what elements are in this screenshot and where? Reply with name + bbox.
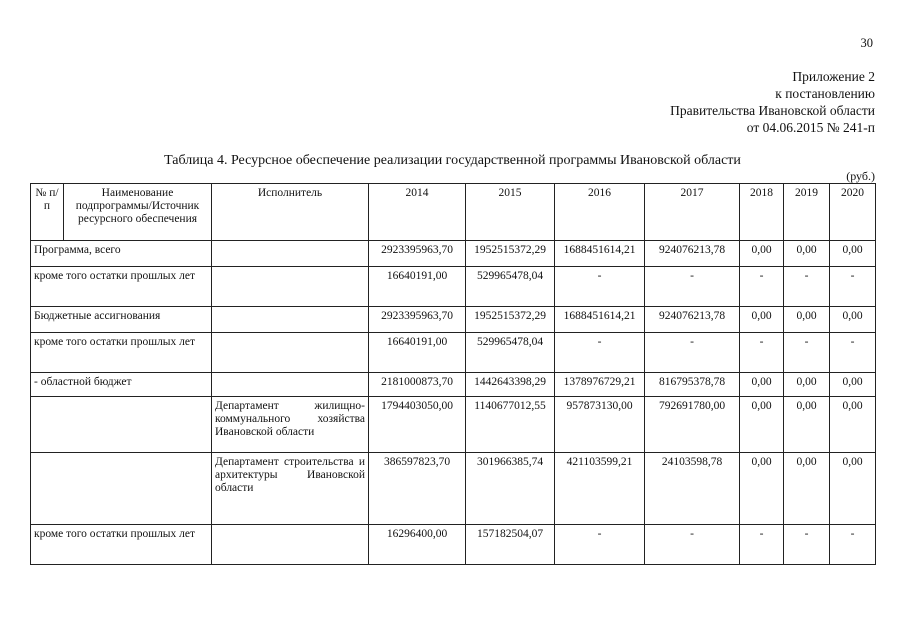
row-executor <box>212 333 369 373</box>
table-row <box>31 525 876 565</box>
appendix-block <box>670 68 875 136</box>
table-row <box>31 267 876 307</box>
row-executor <box>212 373 369 397</box>
table-row <box>31 397 876 453</box>
row-name: Программа, всего <box>31 241 212 267</box>
cell-value: 1140677012,55 <box>466 397 555 453</box>
appendix-line: от 04.06.2015 № 241-п <box>746 120 875 135</box>
cell-value: 0,00 <box>830 307 876 333</box>
row-executor <box>212 241 369 267</box>
page-number: 30 <box>860 36 873 50</box>
cell-value: 16640191,00 <box>369 267 466 307</box>
row-executor <box>212 267 369 307</box>
cell-value: - <box>740 525 784 565</box>
header-year: 2014 <box>369 184 466 241</box>
table-title: Таблица 4. Ресурсное обеспечение реализации государственной программы Ивановской области <box>164 153 741 168</box>
cell-value: 0,00 <box>740 307 784 333</box>
cell-value: 1688451614,21 <box>555 241 645 267</box>
cell-value: - <box>555 525 645 565</box>
cell-value: 1378976729,21 <box>555 373 645 397</box>
table-row <box>31 373 876 397</box>
header-year: 2017 <box>645 184 740 241</box>
cell-value: - <box>645 267 740 307</box>
appendix-line: к постановлению <box>775 86 875 101</box>
row-name <box>31 397 212 453</box>
currency-note: (руб.) <box>846 169 875 183</box>
cell-value: 0,00 <box>740 373 784 397</box>
cell-value: 924076213,78 <box>645 307 740 333</box>
table-row <box>31 307 876 333</box>
header-year: 2020 <box>830 184 876 241</box>
cell-value: 2923395963,70 <box>369 307 466 333</box>
cell-value: - <box>830 525 876 565</box>
cell-value: 157182504,07 <box>466 525 555 565</box>
cell-value: 957873130,00 <box>555 397 645 453</box>
row-executor <box>212 307 369 333</box>
header-year: 2015 <box>466 184 555 241</box>
cell-value: 16296400,00 <box>369 525 466 565</box>
cell-value: 301966385,74 <box>466 453 555 525</box>
table-row <box>31 453 876 525</box>
header-year: 2016 <box>555 184 645 241</box>
cell-value: 0,00 <box>830 241 876 267</box>
cell-value: 1952515372,29 <box>466 307 555 333</box>
cell-value: 421103599,21 <box>555 453 645 525</box>
cell-value: - <box>784 333 830 373</box>
row-executor: Департамент строительства и архитектуры Ивановской области <box>212 453 369 525</box>
cell-value: 0,00 <box>784 397 830 453</box>
row-name: кроме того остатки прошлых лет <box>31 267 212 307</box>
cell-value: - <box>830 333 876 373</box>
cell-value: 1794403050,00 <box>369 397 466 453</box>
cell-value: 24103598,78 <box>645 453 740 525</box>
cell-value: - <box>740 333 784 373</box>
header-executor: Исполнитель <box>212 184 369 241</box>
cell-value: 792691780,00 <box>645 397 740 453</box>
cell-value: 1442643398,29 <box>466 373 555 397</box>
cell-value: 0,00 <box>740 241 784 267</box>
header-year: 2019 <box>784 184 830 241</box>
row-executor <box>212 525 369 565</box>
row-name <box>31 453 212 525</box>
cell-value: 0,00 <box>830 397 876 453</box>
row-name: кроме того остатки прошлых лет <box>31 525 212 565</box>
appendix-line: Приложение 2 <box>792 69 875 84</box>
cell-value: - <box>645 333 740 373</box>
cell-value: - <box>555 333 645 373</box>
cell-value: 16640191,00 <box>369 333 466 373</box>
resource-table <box>30 183 876 565</box>
cell-value: - <box>555 267 645 307</box>
cell-value: 0,00 <box>784 307 830 333</box>
cell-value: - <box>830 267 876 307</box>
cell-value: 0,00 <box>784 241 830 267</box>
cell-value: 1952515372,29 <box>466 241 555 267</box>
cell-value: 0,00 <box>830 373 876 397</box>
cell-value: 1688451614,21 <box>555 307 645 333</box>
row-executor: Департамент жилищно-коммунального хозяйства Ивановской области <box>212 397 369 453</box>
row-name: Бюджетные ассигнования <box>31 307 212 333</box>
cell-value: 0,00 <box>740 397 784 453</box>
cell-value: - <box>784 267 830 307</box>
cell-value: 529965478,04 <box>466 333 555 373</box>
cell-value: 816795378,78 <box>645 373 740 397</box>
row-name: - областной бюджет <box>31 373 212 397</box>
cell-value: 529965478,04 <box>466 267 555 307</box>
table-row <box>31 241 876 267</box>
row-name: кроме того остатки прошлых лет <box>31 333 212 373</box>
cell-value: 0,00 <box>784 453 830 525</box>
cell-value: 924076213,78 <box>645 241 740 267</box>
cell-value: 0,00 <box>784 373 830 397</box>
cell-value: 2181000873,70 <box>369 373 466 397</box>
cell-value: - <box>784 525 830 565</box>
header-year: 2018 <box>740 184 784 241</box>
header-row <box>31 184 876 241</box>
cell-value: 2923395963,70 <box>369 241 466 267</box>
header-no: № п/п <box>31 184 64 241</box>
appendix-line: Правительства Ивановской области <box>670 103 875 118</box>
table-row <box>31 333 876 373</box>
cell-value: 0,00 <box>740 453 784 525</box>
cell-value: 0,00 <box>830 453 876 525</box>
header-name: Наименование подпрограммы/Источник ресурсного обеспечения <box>64 184 212 241</box>
cell-value: - <box>645 525 740 565</box>
cell-value: 386597823,70 <box>369 453 466 525</box>
cell-value: - <box>740 267 784 307</box>
